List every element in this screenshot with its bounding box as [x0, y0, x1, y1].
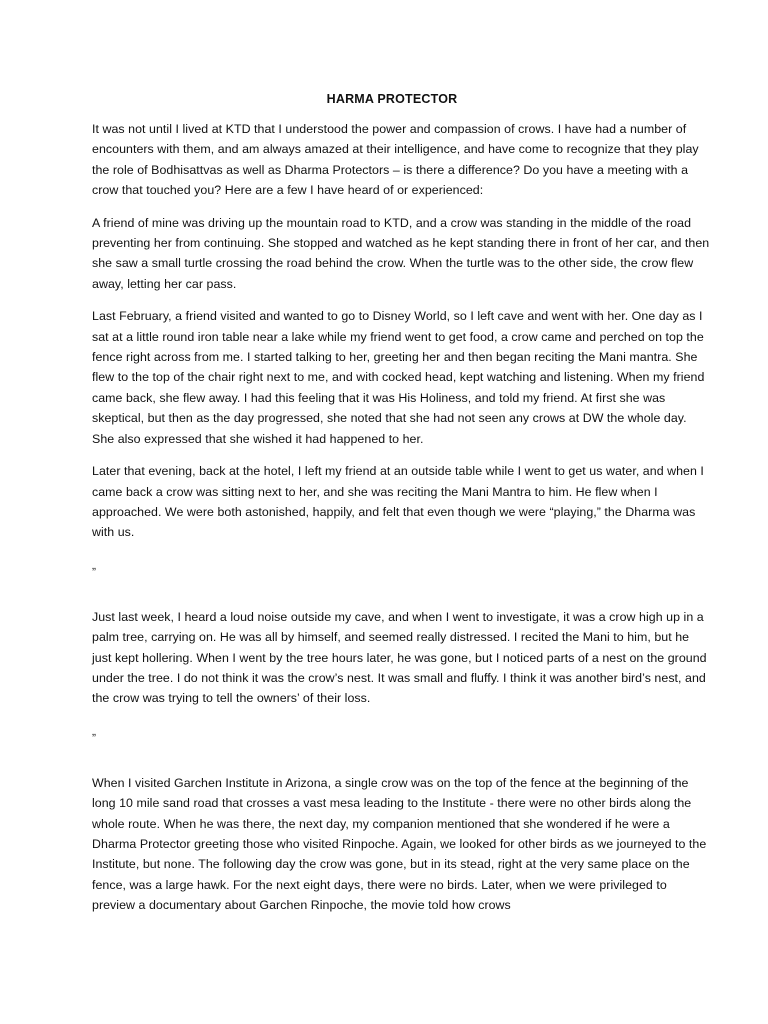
separator-mark: „ [92, 557, 96, 572]
separator-mark: „ [92, 723, 96, 738]
paragraph-hotel: Later that evening, back at the hotel, I left my friend at an outside table while I went to get us water, and when I came back a crow was sitting next to her, and she was reciting the Mani Mantra to him. He flew when I approached. We were both astonished, happily, and felt that even though we were “playing,” the Dharma was with us. [92, 464, 704, 540]
paragraph-garchen: When I visited Garchen Institute in Arizona, a single crow was on the top of the fence at the beginning of the long 10 mile sand road that crosses a vast mesa leading to the Institute - there were no other birds along the whole route. When he was there, the next day, my companion mentioned that she wondered if he were a Dharma Protector greeting those who visited Rinpoche. Again, we looked for other birds as we journeyed to the Institute, but none. The following day the crow was gone, but in its stead, right at the very same place on the fence, was a large hawk. For the next eight days, there were no birds. Later, when we were privileged to preview a documentary about Garchen Rinpoche, the movie told how crows [92, 775, 707, 913]
paragraph-intro: It was not until I lived at KTD that I understood the power and compassion of crows. I have had a number of encounters with them, and am always amazed at their intelligence, and have come to recognize that they play the role of Bodhisattvas as well as Dharma Protectors – is there a difference? Do you have a meeting with a crow that touched you? Here are a few I have heard of or experienced: [92, 122, 699, 198]
paragraph-turtle: A friend of mine was driving up the mountain road to KTD, and a crow was standing in the middle of the road preventing her from continuing. She stopped and watched as he kept standing there in front of her car, and then she saw a small turtle crossing the road behind the crow. When the turtle was to the other side, the crow flew away, letting her car pass. [92, 215, 710, 291]
paragraph-palm-tree: Just last week, I heard a loud noise outside my cave, and when I went to investigate, it was a crow high up in a palm tree, carrying on. He was all by himself, and seemed really distressed. I recited the Mani to him, but he just kept hollering. When I went by the tree hours later, he was gone, but I noticed parts of a nest on the ground under the tree. I do not think it was the crow’s nest. It was small and fluffy. I think it was another bird’s nest, and the crow was trying to tell the owners’ of their loss. [92, 609, 707, 706]
paragraph-disney: Last February, a friend visited and wanted to go to Disney World, so I left cave and went with her. One day as I sat at a little round iron table near a lake while my friend went to get food, a crow came and perched on top the fence right across from me. I started talking to her, greeting her and then began reciting the Mani mantra. She flew to the top of the chair right next to me, and with cocked head, kept watching and listening. When my friend came back, she flew away. I had this feeling that it was His Holiness, and told my friend. At first she was skeptical, but then as the day progressed, she noted that she had not seen any crows at DW the whole day. She also expressed that she wished it had happened to her. [92, 309, 705, 446]
document-title: HARMA PROTECTOR [326, 92, 458, 106]
